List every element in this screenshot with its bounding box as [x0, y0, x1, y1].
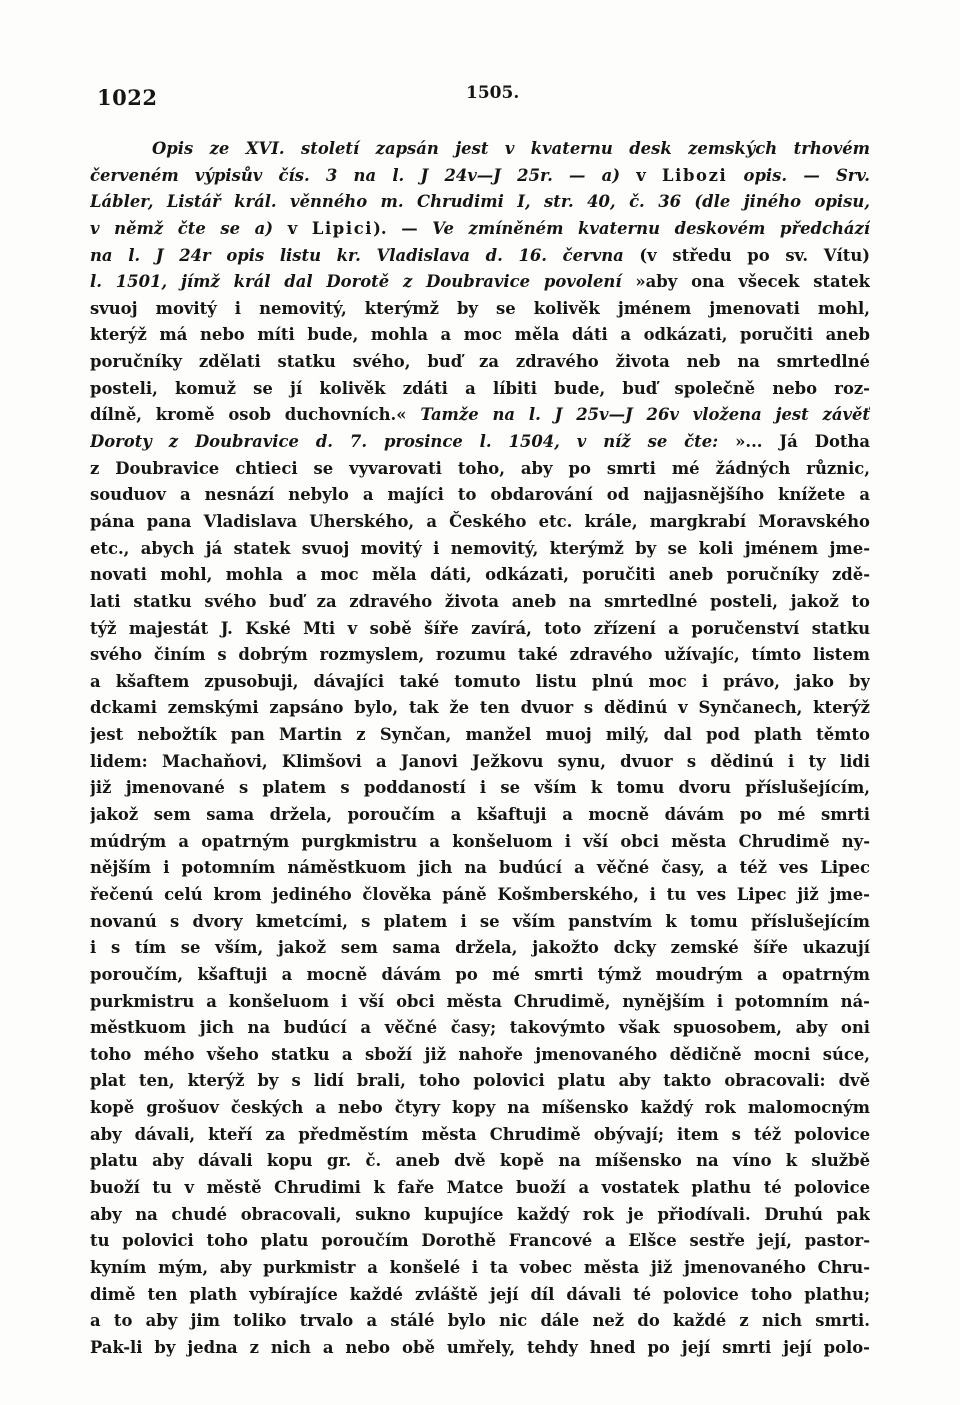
text_lines-line: dimě ten plath vybírajíce každé zvláště její díl dávali té polovice toho plathu;: [90, 1284, 870, 1304]
note_lines-segment: v: [620, 165, 663, 185]
text_lines-line: týž majestát J. Kské Mti v sobě šíře zavírá, toto zřízení a poručenství statku: [90, 618, 870, 638]
quoted-privilege-text: [90, 296, 870, 403]
text_lines-line: toho mého všeho statku a sboží již nahoře jmenovaného dědičně mocni súce,: [90, 1044, 870, 1064]
body_lines-line: poručníky zdělati statku svého, buď za zdravého života neb na smrtedlné: [90, 352, 870, 372]
body_lines-line: kterýž má nebo míti bude, mohla a moc měla dáti a odkázati, poručiti aneb: [90, 325, 870, 345]
note_lines-line: [90, 136, 870, 163]
mixed_lines-line: [90, 429, 870, 456]
text_lines-line: souduov a nesnází nebylo a majíci to obdarování od najjasnějšího knížete a: [90, 485, 870, 505]
body_lines-line: posteli, komuž se jí kolivěk zdáti a líbiti bude, buď společně nebo roz-: [90, 378, 870, 398]
text_lines-line: plat ten, kterýž by s lidí brali, toho polovici platu aby takto obracovali: dvě: [90, 1071, 870, 1091]
text_lines-line: z Doubravice chtieci se vyvarovati toho, aby po smrti mé žádných různic,: [90, 458, 870, 478]
text_lines-line: platu aby dávali kopu gr. č. aneb dvě kopě na míšensko na víno k službě: [90, 1151, 870, 1171]
text_lines-line: purkmistru a konšeluom i vší obci města Chrudimě, nynějším i potomním ná-: [90, 991, 870, 1011]
text_lines-line: novanú s dvory kmetcími, s platem i se vším panstvím k tomu příslušejícím: [90, 911, 870, 931]
note_lines-segment: »aby ona všecek statek: [621, 272, 870, 292]
text_lines-line: tu polovici toho platu poroučím Dorothě Francové a Elšce sestře její, pastor-: [90, 1231, 870, 1251]
page-body: [90, 136, 870, 1361]
note_lines-segment: Opis ze XVI. století zapsán jest v kvaternu desk zemských trhovém: [152, 139, 870, 158]
text_lines-line: dckami zemskými zapsáno bylo, tak že ten dvuor s dědinú v Synčanech, kterýž: [90, 698, 870, 718]
running-head-year: 1505.: [466, 83, 520, 103]
text_lines-line: Pak-li by jedna z nich a nebo obě umřely, tehdy hned po její smrti její polo-: [90, 1337, 870, 1357]
mixed_lines-line: [90, 402, 870, 429]
text_lines-line: novati mohl, mohla a moc měla dáti, odkázati, poručiti aneb poručníky zdě-: [90, 565, 870, 585]
text_lines-line: řečenú celú krom jediného člověka páně Košmberského, i tu ves Lipec již jme-: [90, 884, 870, 904]
page-number: 1022: [97, 85, 158, 110]
note_lines-segment: l. 1501, jímž král dal Dorotě z Doubravice povolení: [90, 272, 622, 292]
text_lines-line: jest nebožtík pan Martin z Synčan, manžel muoj milý, dal pod plath těmto: [90, 725, 870, 745]
note_lines-segment: červeném výpisův čís. 3 na l. J 24v—J 25r. — a): [90, 165, 621, 185]
text_lines-line: jakož sem sama držela, poroučím a kšaftuji a mocně dávám po mé smrti: [90, 805, 870, 825]
text_lines-line: etc., abych já statek svuoj movitý i nemovitý, kterýmž by se koli jménem jme-: [90, 538, 870, 558]
note_lines-segment: Libozi: [662, 165, 728, 185]
note_lines-segment: ). —: [373, 218, 433, 238]
text_lines-line: aby na chudé obracovali, sukno kupujíce každý rok je přiodívali. Druhú pak: [90, 1204, 870, 1224]
mixed_lines-segment: Doroty z Doubravice d. 7. prosince l. 1504, v níž se čte:: [90, 432, 719, 452]
note_lines-line: [90, 243, 870, 270]
text_lines-line: kyním mým, aby purkmistr a konšelé i ta vobec města již jmenovaného Chru-: [90, 1257, 870, 1277]
text_lines-line: kopě grošuov českých a nebo čtyry kopy na míšensko každý rok malomocným: [90, 1098, 870, 1118]
note_lines-segment: (v středu po sv. Vítu): [623, 245, 870, 265]
text_lines-line: buoží tu v městě Chrudimi k faře Matce buoží a vostatek plathu té polovice: [90, 1177, 870, 1197]
text_lines-line: i s tím se vším, jakož sem sama držela, jakožto dcky zemské šíře ukazují: [90, 938, 870, 958]
text_lines-line: již jmenované s platem s poddaností i se vším k tomu dvoru příslušejícím,: [90, 778, 870, 798]
text_lines-line: svého činím s dobrým rozmyslem, rozumu také zdravého užívajíc, tímto listem: [90, 645, 870, 665]
text_lines-line: lati statku svého buď za zdravého života aneb na smrtedlné posteli, jakož to: [90, 591, 870, 611]
text_lines-line: lidem: Machaňovi, Klimšovi a Janovi Ježkovu synu, dvuor s dědinú i ty lidi: [90, 751, 870, 771]
text_lines-line: nějším i potomním náměstkuom jich na budúcí a věčné časy, a též ves Lipec: [90, 858, 870, 878]
body_lines-line: svuoj movitý i nemovitý, kterýmž by se kolivěk jménem jmenovati mohl,: [90, 298, 870, 318]
note_lines-segment: v němž čte se a): [90, 218, 274, 238]
text_lines-line: a to aby jim toliko trvalo a stálé bylo nic dále než do každé z nich smrti.: [90, 1311, 870, 1331]
text_lines-line: aby dávali, kteří za předměstím města Chrudimě obývají; item s též polovice: [90, 1124, 870, 1144]
editorial-note: [90, 136, 870, 296]
text_lines-line: pána pana Vladislava Uherského, a Českého etc. krále, margkrabí Moravského: [90, 511, 870, 531]
note_lines-segment: v: [273, 218, 312, 238]
text_lines-line: městkuom jich na budúcí a věčné časy; takovýmto však spuosobem, aby oni: [90, 1018, 870, 1038]
text_lines-line: poroučím, kšaftuji a mocně dávám po mé smrti týmž moudrým a opatrným: [90, 964, 870, 984]
note_lines-line: [90, 163, 870, 190]
note_lines-segment: Ve zmíněném kvaternu deskovém předchází: [432, 218, 870, 238]
mixed_lines-segment: Tamže na l. J 25v—J 26v vložena jest závěť: [420, 405, 870, 425]
note_lines-segment: na l. J 24r opis listu kr. Vladislava d. 16. června: [90, 245, 624, 265]
testament-text: [90, 456, 870, 1362]
note_lines-segment: opis. — Srv.: [727, 165, 870, 185]
text_lines-line: múdrým a opatrným purgkmistru a konšeluom i vší obci města Chrudimě ny-: [90, 831, 870, 851]
note_lines-line: [90, 216, 870, 243]
note_lines-line: [90, 189, 870, 216]
note_lines-line: [90, 269, 870, 296]
testament-intro: [90, 402, 870, 455]
mixed_lines-segment: dílně, kromě osob duchovních.«: [90, 405, 421, 425]
text_lines-line: a kšaftem zpusobuji, dávajíci také tomuto listu plnú moc i právo, jako by: [90, 671, 870, 691]
note_lines-segment: Lipici: [311, 218, 374, 238]
mixed_lines-segment: »... Já Dotha: [718, 432, 870, 452]
note_lines-segment: Lábler, Listář král. věnného m. Chrudimi I, str. 40, č. 36 (dle jiného opisu,: [90, 192, 870, 212]
